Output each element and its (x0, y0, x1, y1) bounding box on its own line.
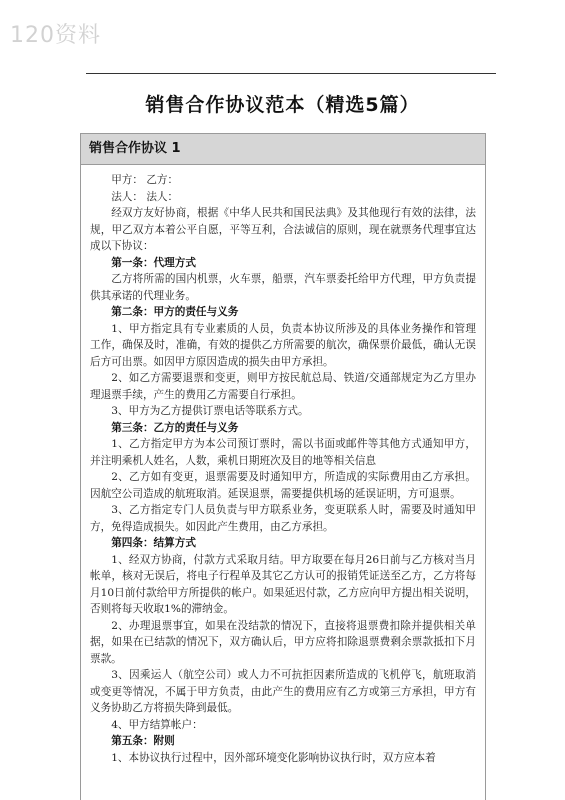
document-title: 销售合作协议范本（精选5篇） (145, 94, 420, 116)
article-heading: 第二条：甲方的责任与义务 (111, 306, 239, 318)
article-heading: 第四条：结算方式 (111, 537, 196, 549)
paragraph: 3、因乘运人（航空公司）或人力不可抗拒因素所造成的飞机停飞，航班取消或变更等情况，不属于甲方负责，由此产生的费用应有乙方或第三方承担，甲方有义务协助乙方将损失降到最低。 (90, 669, 476, 714)
paragraph: 3、乙方指定专门人员负责与甲方联系业务，变更联系人时，需要及时通知甲方，免得造成损失。如因此产生费用，由乙方承担。 (90, 504, 476, 533)
paragraph: 1、本协议执行过程中，因外部环境变化影响协议执行时，双方应本着 (111, 751, 436, 764)
paragraph: 法人： 法人： (111, 190, 179, 203)
paragraph: 1、经双方协商，付款方式采取月结。甲方取要在每月26日前与乙方核对当月帐单，核对无误后，将电子行程单及其它乙方认可的报销凭证送至乙方，乙方将每月10日前付款给甲方所提供的帐户。如果延迟付款，乙方应向甲方提出相关说明，否则将每天收取1%的滞纳金。 (90, 553, 476, 615)
paragraph: 2、如乙方需要退票和变更，则甲方按民航总局、铁道/交通部规定为乙方里办理退票手续，产生的费用乙方需要自行承担。 (90, 372, 476, 401)
paragraph: 3、甲方为乙方提供订票电话等联系方式。 (111, 405, 309, 417)
article-heading: 第五条：附则 (111, 735, 175, 747)
paragraph: 甲方： 乙方： (111, 174, 179, 186)
agreement-box (80, 133, 486, 800)
paragraph: 1、乙方指定甲方为本公司预订票时，需以书面或邮件等其他方式通知甲方，并注明乘机人姓名，人数，乘机日期班次及目的地等相关信息 (90, 438, 476, 467)
section-header: 销售合作协议 1 (81, 134, 485, 165)
paragraph: 乙方将所需的国内机票，火车票，船票，汽车票委托给甲方代理，甲方负责提供其承诺的代理业务。 (90, 273, 476, 302)
paragraph: 2、乙方如有变更，退票需要及时通知甲方，所造成的实际费用由乙方承担。因航空公司造成的航班取消。延误退票，需要提供机场的延误证明，方可退票。 (90, 471, 476, 500)
top-rule (86, 73, 496, 74)
agreement-body (81, 165, 485, 766)
article-heading: 第三条：乙方的责任与义务 (111, 421, 239, 434)
paragraph: 4、甲方结算帐户： (111, 718, 203, 731)
article-heading: 第一条：代理方式 (111, 256, 196, 269)
paragraph: 经双方友好协商，根据《中华人民共和国民法典》及其他现行有效的法律，法规，甲乙双方本着公平自愿，平等互利，合法诚信的原则，现在就票务代理事宜达成以下协议： (90, 207, 476, 252)
watermark-text: 120资料 (10, 23, 101, 48)
paragraph: 1、甲方指定具有专业素质的人员，负责本协议所涉及的具体业务操作和管理工作，确保及时，准确，有效的提供乙方所需要的航次，确保票价最低，确认无误后方可出票。如因甲方原因造成的损失由甲方承担。 (90, 322, 476, 368)
paragraph: 2、办理退票事宜，如果在没结款的情况下，直接将退票费扣除并提供相关单据，如果在已结款的情况下，双方确认后，甲方应将扣除退票费剩余票款抵扣下月票款。 (90, 619, 476, 665)
